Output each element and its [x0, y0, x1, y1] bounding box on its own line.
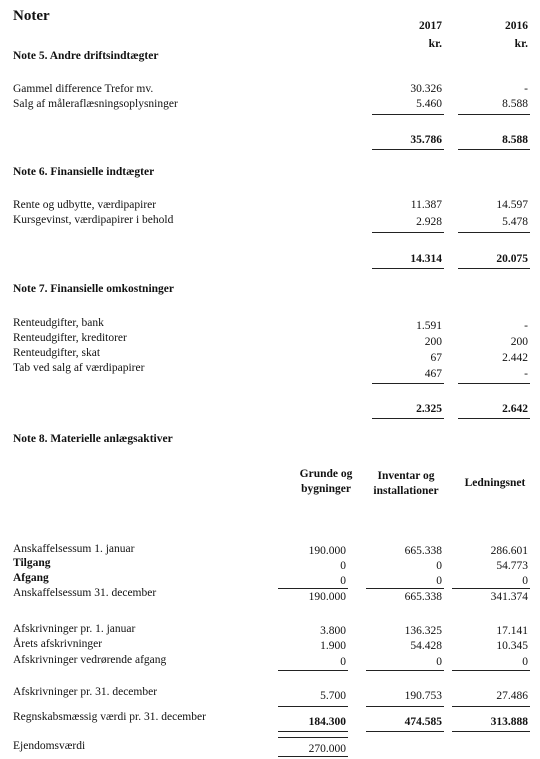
note6-heading: Note 6. Finansielle indtægter: [13, 166, 155, 178]
note7-row-label: Renteudgifter, bank: [13, 317, 104, 329]
note7-heading: Note 7. Finansielle omkostninger: [13, 283, 174, 295]
note8-row-label: Anskaffelsessum 1. januar: [13, 543, 135, 555]
note8-line-grunde: [278, 706, 348, 707]
note6-total-2017: 14.314: [410, 253, 442, 265]
note8-cell-grunde: 3.800: [320, 625, 346, 637]
note8-line-grunde: [278, 731, 348, 732]
note8-heading: Note 8. Materielle anlægsaktiver: [13, 433, 173, 445]
note8-line-ledningsnet: [452, 670, 530, 671]
note7-row-label: Renteudgifter, skat: [13, 347, 101, 359]
note8-line-inventar: [366, 706, 444, 707]
note7-row-2017: 200: [424, 336, 442, 348]
note7-row-label: Tab ved salg af værdipapirer: [13, 362, 145, 374]
note5-row-2017: 30.326: [410, 83, 442, 95]
note8-row-label: Tilgang: [13, 557, 51, 569]
note8-line-inventar: [366, 731, 444, 732]
note8-cell-inventar: 0: [436, 560, 442, 572]
note7-total-line-2017: [372, 418, 444, 419]
note7-row-2017: 1.591: [416, 320, 442, 332]
note5-row-2016: -: [524, 83, 528, 95]
note6-row-2016: 14.597: [496, 199, 528, 211]
page-title: Noter: [13, 8, 50, 24]
note7-total-2017: 2.325: [416, 403, 442, 415]
note7-row-2017: 67: [430, 352, 442, 364]
note7-row-2016: 200: [510, 336, 528, 348]
note8-cell-inventar: 136.325: [404, 625, 442, 637]
note8-line-ledningsnet: [452, 706, 530, 707]
note8-cell-inventar: 665.338: [404, 545, 442, 557]
note5-heading: Note 5. Andre driftsindtægter: [13, 50, 159, 62]
note5-subtotal-line-2017: [372, 114, 444, 115]
note8-row-label: Ejendomsværdi: [13, 740, 86, 752]
note7-row-2017: 467: [424, 368, 442, 380]
note7-subtotal-line-2017: [372, 383, 444, 384]
note5-row-2016: 8.588: [502, 98, 528, 110]
note8-cell-grunde: 0: [340, 560, 346, 572]
note8-row-label: Anskaffelsessum 31. december: [13, 587, 157, 599]
note8-cell-ledningsnet: 54.773: [496, 560, 528, 572]
note6-total-line-2017: [372, 268, 444, 269]
note8-line-inventar: [366, 588, 444, 589]
note8-col-header-inventar: Inventar og installationer: [373, 470, 439, 497]
note8-line-ledningsnet: [452, 588, 530, 589]
note8-line-grunde: [278, 670, 348, 671]
note8-line-ejendom-top: [278, 737, 348, 738]
unit-label-2016: kr.: [514, 38, 528, 50]
note8-cell-ledningsnet: 286.601: [490, 545, 528, 557]
note8-cell-grunde: 5.700: [320, 690, 346, 702]
note8-cell-inventar: 0: [436, 656, 442, 668]
note8-cell-ledningsnet: 17.141: [496, 625, 528, 637]
note6-row-2016: 5.478: [502, 216, 528, 228]
note7-total-line-2016: [458, 418, 530, 419]
note7-total-2016: 2.642: [502, 403, 528, 415]
note8-line-ejendom-bottom: [278, 756, 348, 757]
note8-cell-inventar: 190.753: [404, 690, 442, 702]
unit-label-2017: kr.: [428, 38, 442, 50]
note6-row-label: Rente og udbytte, værdipapirer: [13, 199, 157, 211]
note6-subtotal-line-2017: [372, 232, 444, 233]
note8-cell-grunde: 0: [340, 575, 346, 587]
note8-line-grunde: [278, 588, 348, 589]
note7-row-label: Renteudgifter, kreditorer: [13, 332, 127, 344]
note8-row-label: Afskrivninger pr. 31. december: [13, 686, 158, 698]
note7-row-2016: 2.442: [502, 352, 528, 364]
note8-cell-ledningsnet: 0: [522, 575, 528, 587]
note7-row-2016: -: [524, 320, 528, 332]
note8-cell-ledningsnet: 0: [522, 656, 528, 668]
note8-cell-grunde: 190.000: [308, 545, 346, 557]
note8-cell-inventar: 0: [436, 575, 442, 587]
note8-row-label: Afskrivninger pr. 1. januar: [13, 623, 136, 635]
note7-subtotal-line-2016: [458, 383, 530, 384]
note5-subtotal-line-2016: [458, 114, 530, 115]
note8-row-label: Regnskabsmæssig værdi pr. 31. december: [13, 711, 206, 723]
note5-total-2017: 35.786: [410, 134, 442, 146]
note6-row-label: Kursgevinst, værdipapirer i behold: [13, 214, 174, 226]
note7-row-2016: -: [524, 368, 528, 380]
note8-cell-inventar: 54.428: [410, 640, 442, 652]
note5-row-2017: 5.460: [416, 98, 442, 110]
note8-row-label: Årets afskrivninger: [13, 638, 103, 650]
note8-row-label: Afskrivninger vedrørende afgang: [13, 654, 167, 666]
note8-cell-grunde: 190.000: [308, 591, 346, 603]
note8-cell-ledningsnet: 27.486: [496, 690, 528, 702]
note8-line-ledningsnet: [452, 731, 530, 732]
note8-cell-grunde: 0: [340, 656, 346, 668]
note8-col-header-ledningsnet: Ledningsnet: [464, 477, 526, 489]
note8-line-inventar: [366, 670, 444, 671]
note6-total-2016: 20.075: [496, 253, 528, 265]
note6-subtotal-line-2016: [458, 232, 530, 233]
note6-row-2017: 2.928: [416, 216, 442, 228]
note8-cell-ledningsnet: 10.345: [496, 640, 528, 652]
note8-cell-ledningsnet: 313.888: [490, 716, 528, 728]
note8-cell-grunde: 184.300: [308, 716, 346, 728]
note8-cell-grunde: 270.000: [308, 743, 346, 755]
note8-cell-inventar: 665.338: [404, 591, 442, 603]
note5-row-label: Gammel difference Trefor mv.: [13, 83, 154, 95]
note5-total-line-2017: [372, 149, 444, 150]
note5-total-line-2016: [458, 149, 530, 150]
note8-cell-grunde: 1.900: [320, 640, 346, 652]
note6-total-line-2016: [458, 268, 530, 269]
note5-row-label: Salg af måleraflæsningsoplysninger: [13, 98, 178, 110]
note8-row-label: Afgang: [13, 572, 49, 584]
note8-cell-ledningsnet: 341.374: [490, 591, 528, 603]
note8-cell-inventar: 474.585: [404, 716, 442, 728]
column-header-2016: 2016: [505, 20, 528, 32]
column-header-2017: 2017: [419, 20, 442, 32]
note5-total-2016: 8.588: [502, 134, 528, 146]
note8-col-header-grunde: Grunde og bygninger: [299, 468, 353, 495]
note6-row-2017: 11.387: [410, 199, 442, 211]
